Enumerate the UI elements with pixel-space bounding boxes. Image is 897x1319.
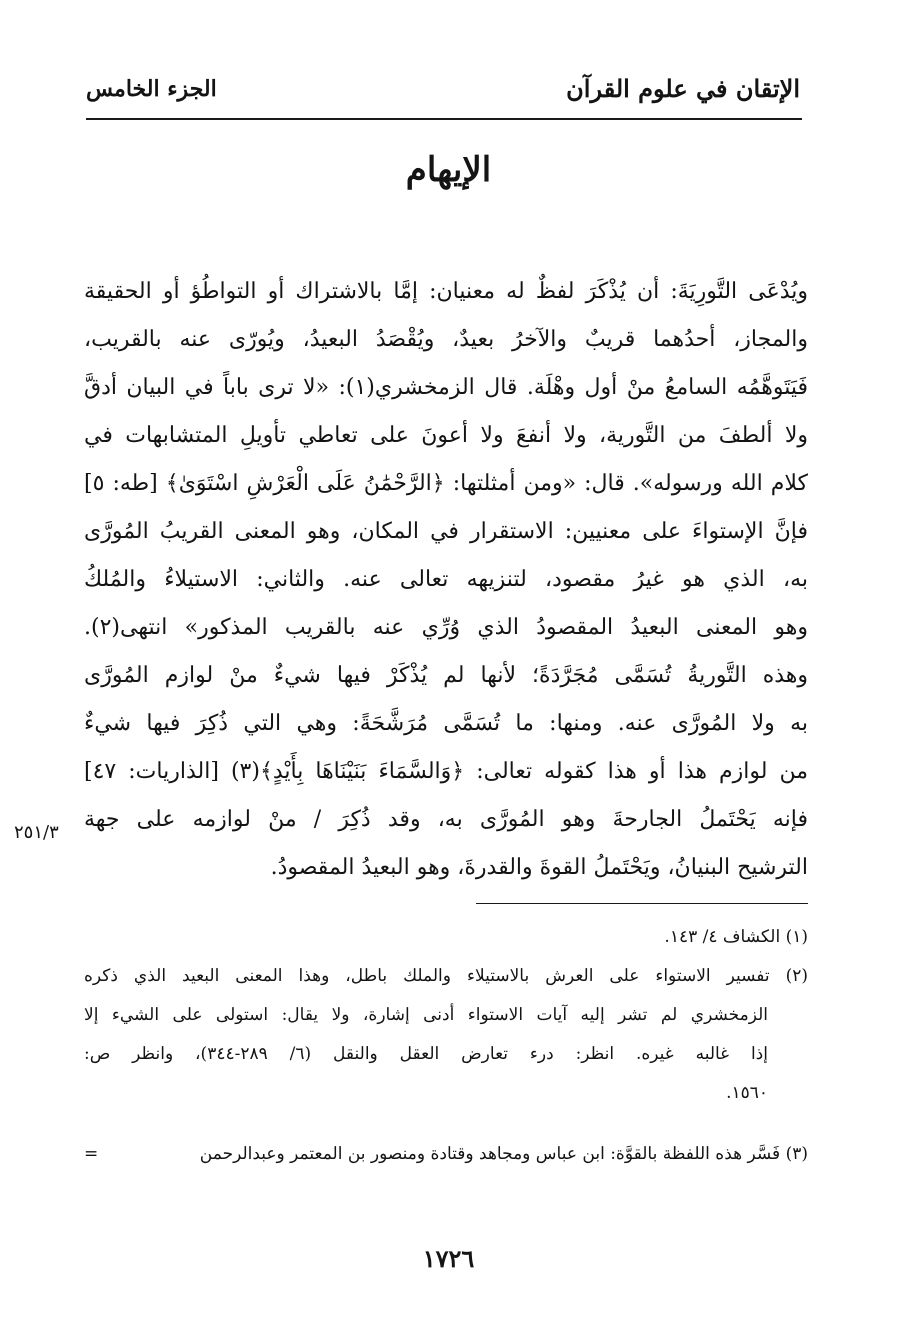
body-text xyxy=(84,268,808,892)
page-number: ١٧٢٦ xyxy=(422,1244,475,1273)
chapter-title: الإيهام xyxy=(405,150,492,190)
footnote-3 xyxy=(84,1138,808,1170)
footnote-3-text: (٣) فَسَّر هذه اللفظة بالقوَّة: ابن عباس ومجاهد وقتادة ومنصور بن المعتمر وعبدالرحمن xyxy=(199,1144,808,1164)
body-line: الترشيح البنيانُ، ويَحْتَملُ القوةَ والقدرةَ، وهو البعيدُ المقصودُ. xyxy=(270,855,808,880)
header-divider xyxy=(86,118,802,120)
running-head xyxy=(86,74,800,114)
body-line: فإنه يَحْتَملُ الجارحةَ وهو المُورَّى به، وقد ذُكِرَ / منْ لوازمه على جهة xyxy=(84,807,808,832)
footnote-divider xyxy=(476,903,808,904)
body-line: به ولا المُورَّى عنه. ومنها: ما تُسَمَّى مُرَشَّحَةً: وهي التي ذُكِرَ فيها شيءٌ xyxy=(84,711,808,736)
book-title: الإتقان في علوم القرآن xyxy=(566,74,800,103)
footnote-2-line: (٢) تفسير الاستواء على العرش بالاستيلاء والملك باطل، وهذا المعنى البعيد الذي ذكره xyxy=(84,966,808,986)
body-line: به، الذي هو غيرُ مقصود، لتنزيهه تعالى عنه. والثاني: الاستيلاءُ والمُلكُ xyxy=(84,567,808,592)
body-line: كلام الله ورسوله». قال: «ومن أمثلتها: ﴿الرَّحْمَٰنُ عَلَى الْعَرْشِ اسْتَوَىٰ﴾ [طه: ٥] xyxy=(84,471,808,496)
footnotes xyxy=(84,918,808,1113)
body-line: من لوازم هذا أو هذا كقوله تعالى: ﴿وَالسَّمَاءَ بَنَيْنَاهَا بِأَيْدٍ﴾(٣) [الذاريات: ٤٧] xyxy=(84,759,808,784)
footnote-2-line: إذا غالبه غيره. انظر: درء تعارض العقل والنقل (٦/ ٢٨٩-٣٤٤)، وانظر ص: xyxy=(84,1044,768,1064)
volume-title: الجزء الخامس xyxy=(86,76,217,102)
body-line: فإنَّ الإستواءَ على معنيين: الاستقرار في المكان، وهو المعنى القريبُ المُورَّى xyxy=(84,519,808,544)
footnote-2-line: ١٥٦٠. xyxy=(726,1083,768,1103)
footnote-continuation-mark: = xyxy=(84,1144,99,1164)
body-line: ويُدْعَى التَّورِيَةَ: أن يُذْكَرَ لفظٌ له معنيان: إمَّا بالاشتراك أو التواطُؤ أو الحقيقة xyxy=(84,279,808,304)
body-line: والمجاز، أحدُهما قريبٌ والآخرُ بعيدٌ، ويُقْصَدُ البعيدُ، ويُورّى عنه بالقريب، xyxy=(84,327,808,352)
body-line: ولا ألطفَ من التَّورية، ولا أنفعَ ولا أعونَ على تعاطي تأويلِ المتشابهات في xyxy=(84,423,808,448)
body-line: وهذه التَّوريةُ تُسَمَّى مُجَرَّدَةً؛ لأنها لم يُذْكَرْ فيها شيءٌ منْ لوازم المُورَّى xyxy=(84,663,808,688)
footnote-1: (١) الكشاف ٤/ ١٤٣. xyxy=(664,927,808,947)
footnote-2-line: الزمخشري لم تشر إليه آيات الاستواء أدنى إشارة، ولا يقال: استولى على الشيء إلا xyxy=(84,1005,768,1025)
body-line: وهو المعنى البعيدُ المقصودُ الذي وُرِّي عنه بالقريب المذكور» انتهى(٢). xyxy=(84,615,808,640)
margin-reference: ٢٥١/٣ xyxy=(14,822,59,843)
body-line: فَيَتَوهَّمُه السامعُ منْ أول وهْلَة. قال الزمخشري(١): «لا ترى باباً في البيان أدقَّ xyxy=(84,375,808,400)
